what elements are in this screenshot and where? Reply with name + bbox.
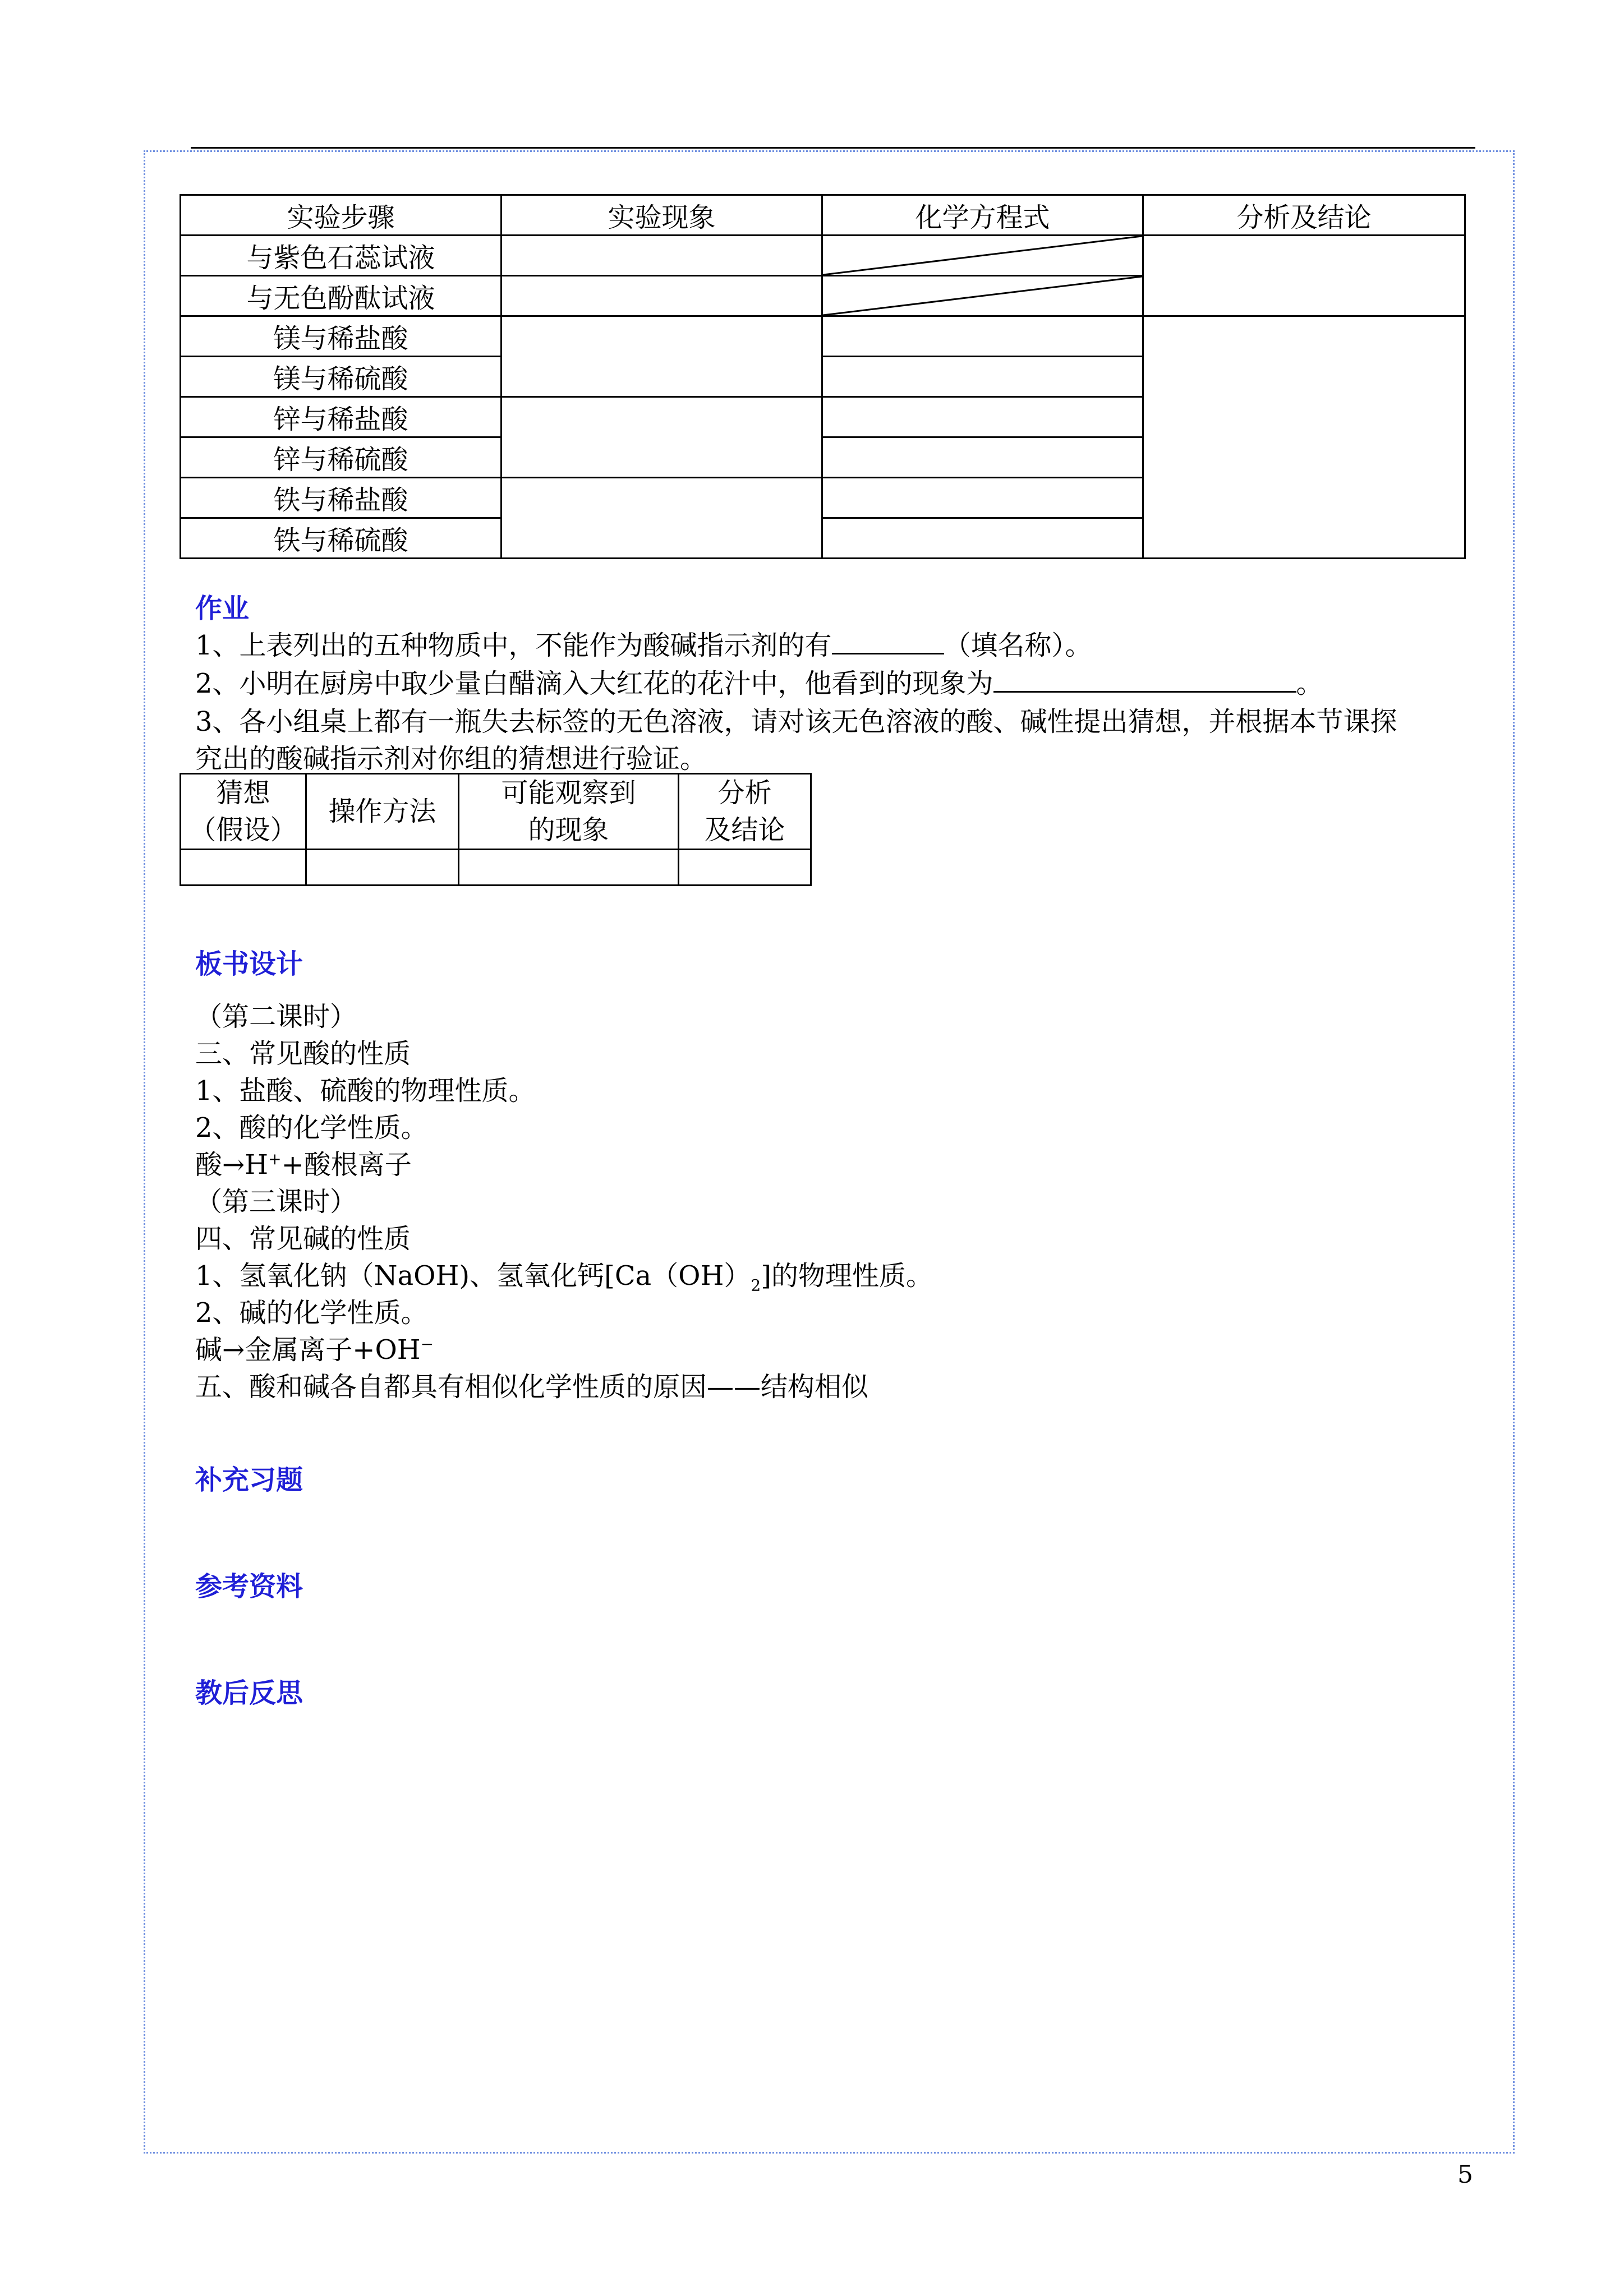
board-line: 2、酸的化学性质。 xyxy=(195,1112,428,1144)
equation-cell-crossed xyxy=(822,236,1143,276)
question-text: 2、小明在厨房中取少量白醋滴入大红花的花汁中，他看到的现象为 xyxy=(195,668,993,699)
board-text: ]的物理性质。 xyxy=(761,1260,933,1292)
step-cell: 锌与稀盐酸 xyxy=(181,397,502,437)
board-design-heading: 板书设计 xyxy=(195,948,303,980)
board-line xyxy=(195,1328,434,1367)
header-rule xyxy=(191,147,1475,149)
diagonal-slash xyxy=(823,276,1142,315)
table-row xyxy=(181,316,1465,357)
step-cell: 镁与稀盐酸 xyxy=(181,316,502,357)
board-text: 碱→金属离子+OH xyxy=(195,1334,421,1366)
conclusion-cell xyxy=(1143,236,1465,316)
header-text: （假设） xyxy=(189,814,297,846)
conclusion-cell xyxy=(1143,316,1465,559)
subscript: 2 xyxy=(751,1276,761,1295)
equation-cell xyxy=(822,437,1143,478)
phenomenon-cell xyxy=(502,478,822,559)
header-text: 的现象 xyxy=(528,814,609,846)
board-line xyxy=(195,1254,933,1295)
phenomenon-cell xyxy=(502,276,822,316)
equation-cell xyxy=(822,518,1143,559)
table-header-cell: 分析及结论 xyxy=(1143,195,1465,236)
answer-blank[interactable] xyxy=(993,665,1296,693)
superscript: + xyxy=(268,1150,282,1168)
header-text: 及结论 xyxy=(704,814,785,846)
step-cell: 锌与稀硫酸 xyxy=(181,437,502,478)
equation-cell-crossed xyxy=(822,276,1143,316)
table-header-cell: 操作方法 xyxy=(306,774,459,850)
superscript: − xyxy=(420,1335,434,1353)
phenomenon-cell xyxy=(502,397,822,478)
references-heading: 参考资料 xyxy=(195,1571,303,1602)
equation-cell xyxy=(822,357,1143,397)
hypothesis-table xyxy=(180,773,812,886)
board-line: 三、常见酸的性质 xyxy=(195,1038,411,1069)
step-cell: 铁与稀硫酸 xyxy=(181,518,502,559)
homework-question-3-line-1: 3、各小组桌上都有一瓶失去标签的无色溶液，请对该无色溶液的酸、碱性提出猜想，并根据本节课探 xyxy=(195,706,1397,737)
diagonal-slash xyxy=(823,236,1142,275)
homework-question-1 xyxy=(195,624,1092,662)
table-header-row xyxy=(181,774,811,850)
equation-cell xyxy=(822,478,1143,518)
experiment-table xyxy=(180,194,1466,559)
table-header-cell xyxy=(459,774,679,850)
homework-question-3-line-2: 究出的酸碱指示剂对你组的猜想进行验证。 xyxy=(195,743,707,774)
board-text: 1、氢氧化钠（NaOH)、氢氧化钙[Ca（OH） xyxy=(195,1260,751,1292)
table-header-cell: 化学方程式 xyxy=(822,195,1143,236)
step-cell: 与无色酚酞试液 xyxy=(181,276,502,316)
board-line: （第三课时） xyxy=(195,1186,357,1218)
board-line: 四、常见碱的性质 xyxy=(195,1223,411,1255)
homework-heading: 作业 xyxy=(195,593,250,624)
table-header-cell xyxy=(679,774,811,850)
page-number: 5 xyxy=(1457,2160,1473,2189)
question-text: （填名称）。 xyxy=(944,630,1092,661)
table-cell xyxy=(181,850,306,886)
table-header-cell: 实验现象 xyxy=(502,195,822,236)
table-row xyxy=(181,850,811,886)
board-line: 2、碱的化学性质。 xyxy=(195,1297,428,1329)
question-text: 1、上表列出的五种物质中，不能作为酸碱指示剂的有 xyxy=(195,630,832,661)
header-text: 猜想 xyxy=(216,777,270,809)
question-text: 。 xyxy=(1296,668,1323,699)
table-cell xyxy=(679,850,811,886)
step-cell: 与紫色石蕊试液 xyxy=(181,236,502,276)
header-text: 分析 xyxy=(717,777,772,809)
step-cell: 铁与稀盐酸 xyxy=(181,478,502,518)
table-header-cell: 实验步骤 xyxy=(181,195,502,236)
equation-cell xyxy=(822,397,1143,437)
phenomenon-cell xyxy=(502,316,822,397)
table-row xyxy=(181,236,1465,276)
board-text: +酸根离子 xyxy=(281,1149,412,1181)
answer-blank[interactable] xyxy=(832,627,944,654)
table-cell xyxy=(306,850,459,886)
board-line: （第二课时） xyxy=(195,1001,357,1032)
board-line xyxy=(195,1143,412,1182)
board-line: 五、酸和碱各自都具有相似化学性质的原因——结构相似 xyxy=(195,1371,869,1403)
step-cell: 镁与稀硫酸 xyxy=(181,357,502,397)
header-text: 可能观察到 xyxy=(501,777,636,809)
extra-exercises-heading: 补充习题 xyxy=(195,1464,303,1496)
reflection-heading: 教后反思 xyxy=(195,1677,303,1709)
table-header-row xyxy=(181,195,1465,236)
equation-cell xyxy=(822,316,1143,357)
phenomenon-cell xyxy=(502,236,822,276)
table-header-cell xyxy=(181,774,306,850)
board-text: 酸→H xyxy=(195,1149,269,1181)
table-cell xyxy=(459,850,679,886)
board-line: 1、盐酸、硫酸的物理性质。 xyxy=(195,1075,536,1106)
homework-question-2 xyxy=(195,662,1323,700)
